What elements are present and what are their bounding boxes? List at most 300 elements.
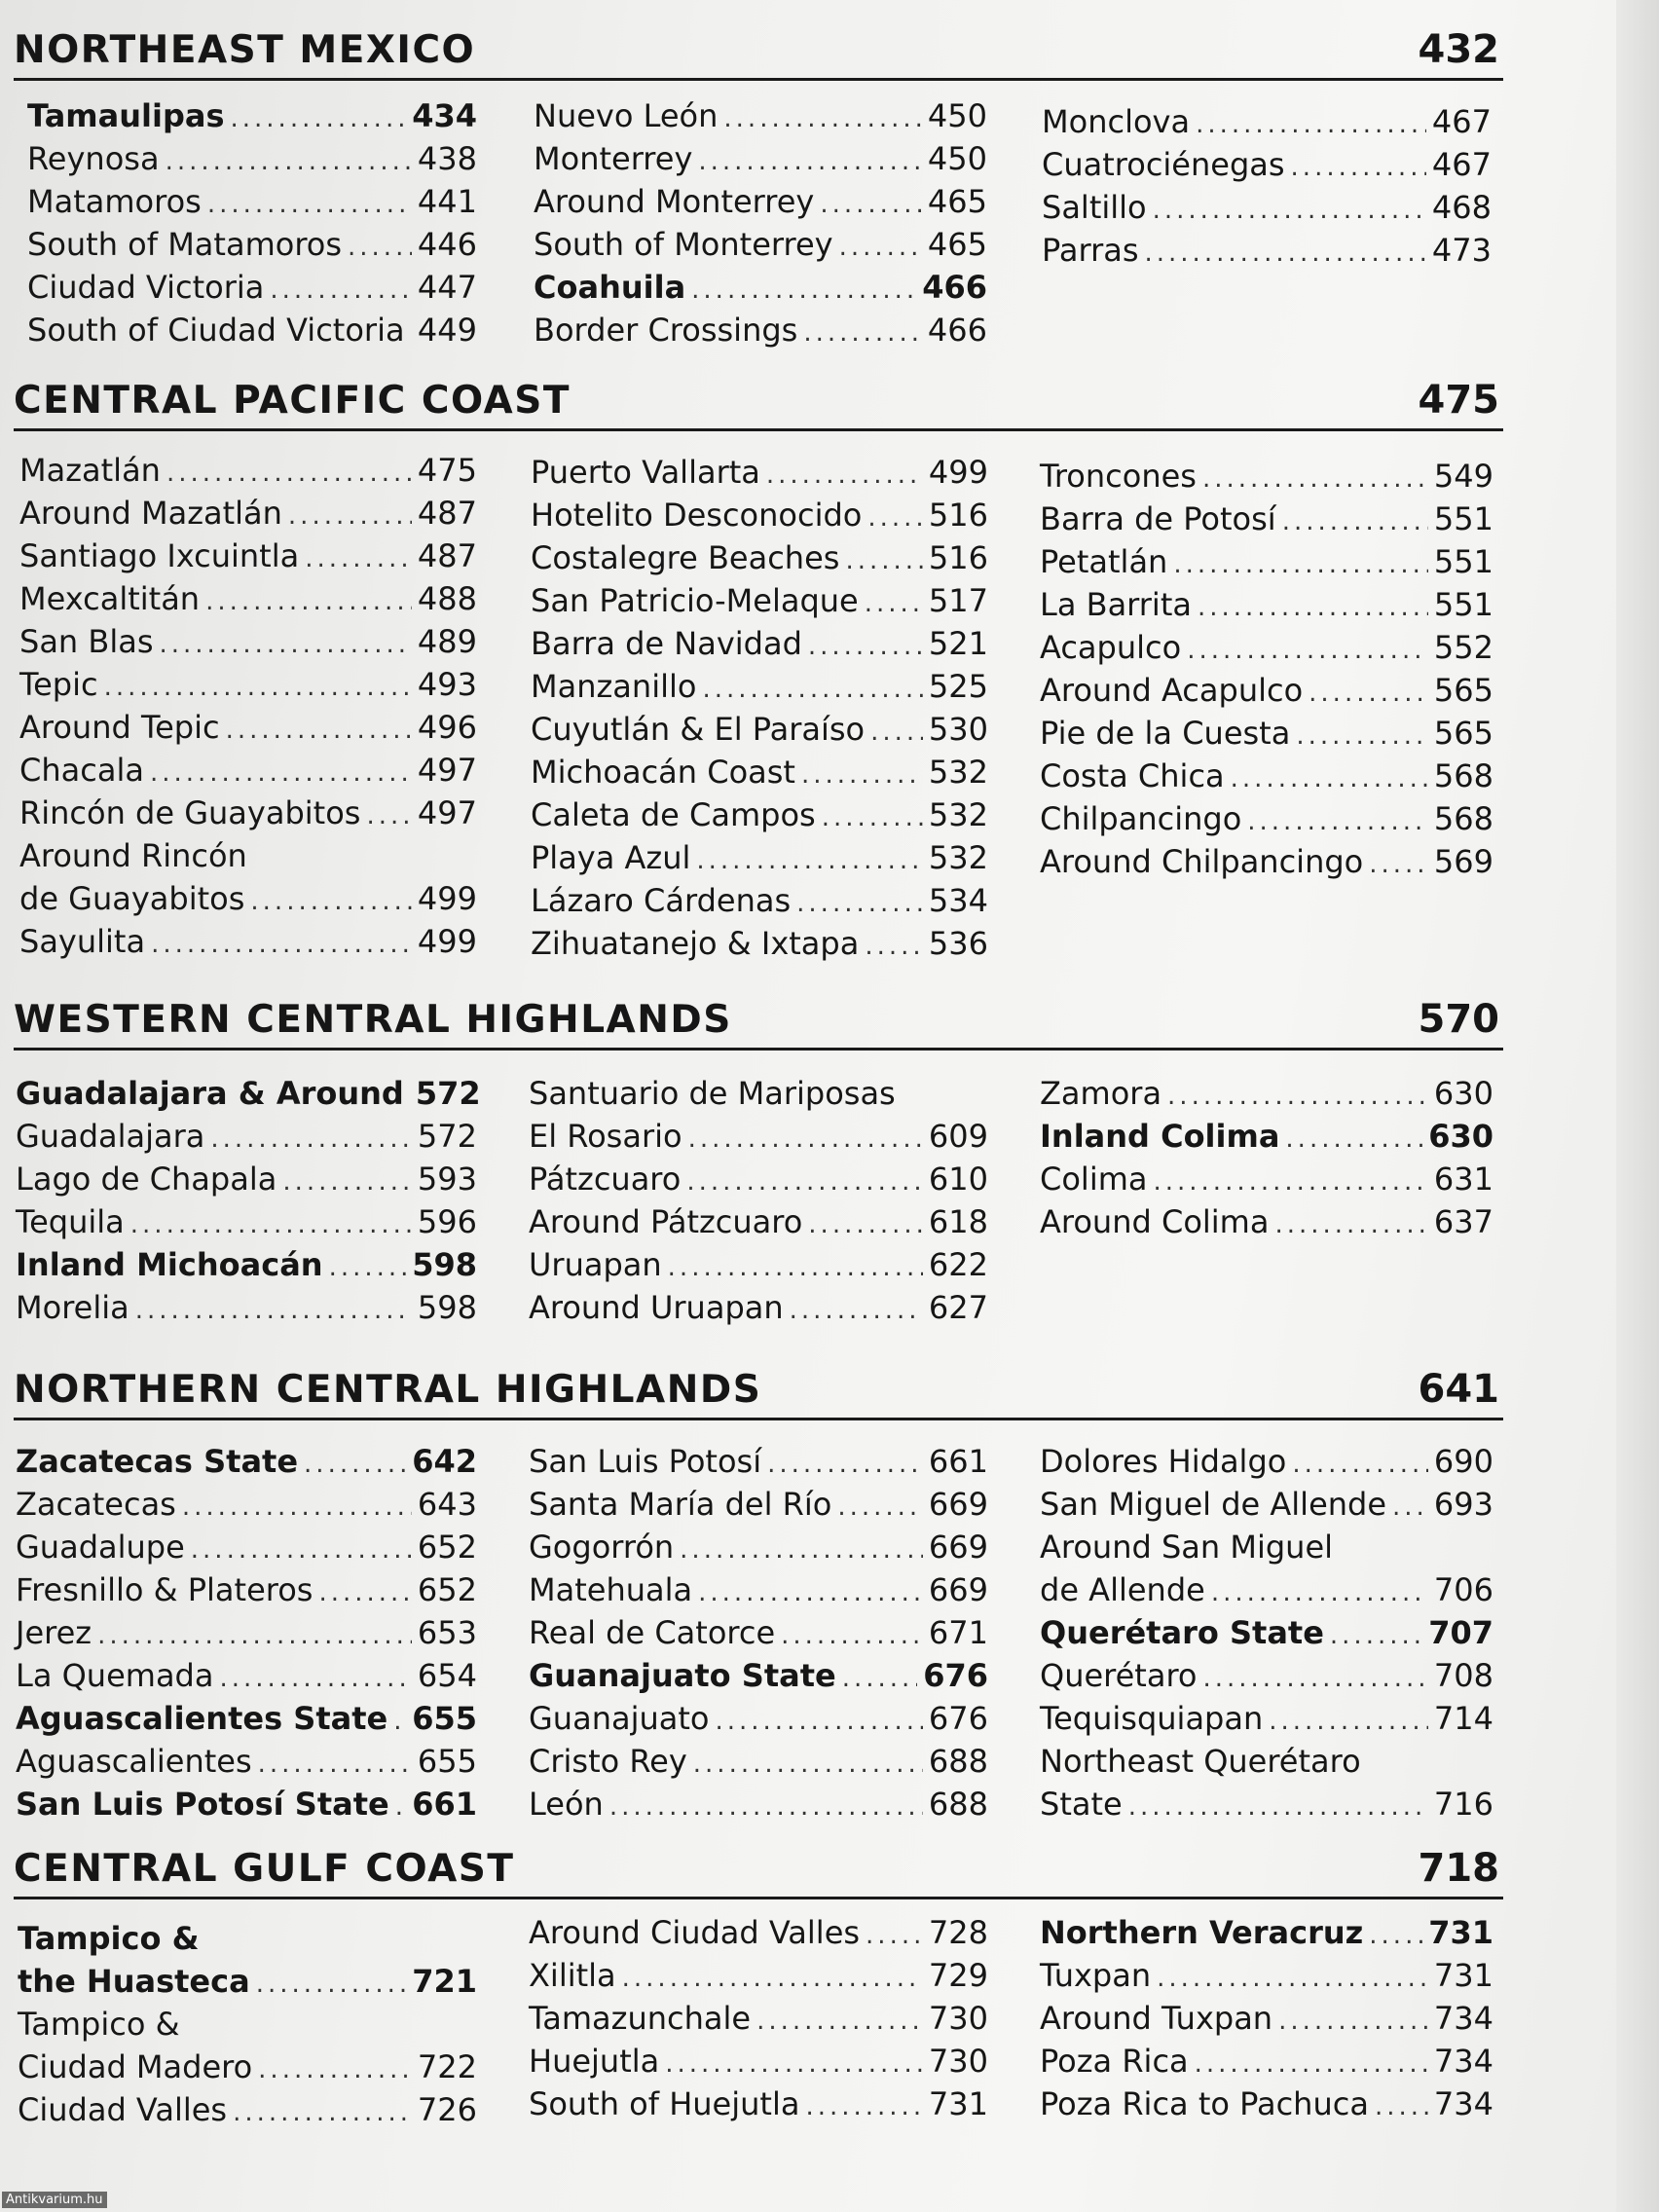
toc-entry [16, 1203, 477, 1246]
toc-subheading [18, 1920, 477, 1963]
entry-page-number: 565 [1433, 715, 1493, 752]
entry-name: Colima [1040, 1161, 1148, 1198]
entry-name: Around Colima [1040, 1203, 1270, 1240]
dot-leader [305, 544, 412, 573]
dot-leader [723, 104, 922, 133]
toc-entry [529, 1075, 988, 1118]
entry-page-number: 466 [922, 269, 987, 306]
dot-leader [318, 1578, 411, 1607]
entry-page-number: 475 [417, 452, 477, 489]
entry-name: Around Acapulco [1040, 672, 1304, 709]
entry-name: Aguascalientes State [16, 1700, 388, 1737]
entry-name: Monterrey [534, 140, 693, 177]
entry-name: South of Huejutla [529, 2085, 800, 2122]
column [18, 1920, 477, 2134]
toc-entry [19, 623, 477, 666]
entry-page-number: 497 [417, 752, 477, 789]
entry-page-number: 446 [417, 226, 477, 263]
dot-leader [1291, 153, 1426, 182]
entry-name: Around Ciudad Valles [529, 1914, 861, 1951]
entry-page-number: 532 [928, 839, 988, 876]
entry-name: Zacatecas [16, 1486, 176, 1523]
entry-name: Petatlán [1040, 543, 1168, 580]
entry-name: South of Ciudad Victoria [27, 312, 405, 349]
toc-entry [1042, 189, 1492, 232]
section-title: WESTERN CENTRAL HIGHLANDS [14, 998, 732, 1042]
toc-entry [1040, 458, 1493, 500]
dot-leader [1296, 721, 1428, 751]
entry-name: Santa María del Río [529, 1486, 832, 1523]
entry-name: Matehuala [529, 1571, 693, 1608]
entry-page-number: 593 [417, 1161, 477, 1198]
entry-page-number: 610 [928, 1161, 988, 1198]
entry-page-number: 631 [1433, 1161, 1493, 1198]
dot-leader [1285, 1124, 1422, 1154]
dot-leader [1202, 464, 1428, 494]
entry-name: the Huasteca [18, 1963, 250, 2000]
entry-name: Querétaro State [1040, 1614, 1324, 1651]
entry-page-number: 630 [1433, 1075, 1493, 1112]
dot-leader [781, 1621, 923, 1650]
entry-name: Tuxpan [1040, 1957, 1152, 1994]
section-page-number: 570 [1418, 997, 1499, 1042]
dot-leader [1211, 1578, 1428, 1607]
toc-entry [16, 1118, 477, 1161]
dot-leader [411, 318, 412, 348]
entry-page-number: 627 [928, 1289, 988, 1326]
entry-name: Caleta de Campos [531, 796, 816, 833]
toc-entry [1040, 1657, 1493, 1700]
entry-page-number: 669 [928, 1571, 988, 1608]
entry-page-number: 734 [1433, 2085, 1493, 2122]
toc-entry [534, 312, 987, 354]
toc-entry [27, 269, 477, 312]
column [16, 1075, 481, 1332]
entry-name: Around Tepic [19, 709, 220, 746]
toc-entry [531, 754, 988, 796]
dot-leader [622, 1964, 923, 1993]
entry-page-number: 618 [928, 1203, 988, 1240]
section-title: CENTRAL GULF COAST [14, 1847, 515, 1891]
dot-leader [837, 1493, 923, 1522]
entry-name: Uruapan [529, 1246, 662, 1283]
entry-name: de Guayabitos [19, 880, 245, 917]
dot-leader [680, 1535, 923, 1565]
toc-entry [27, 183, 477, 226]
toc-entry [529, 1700, 988, 1743]
dot-leader [756, 2007, 923, 2036]
toc-entry [16, 1486, 477, 1529]
entry-page-number: 572 [415, 1075, 481, 1112]
dot-leader [1202, 1664, 1427, 1693]
entry-page-number: 655 [412, 1700, 477, 1737]
entry-name: Mazatlán [19, 452, 161, 489]
dot-leader [130, 1210, 412, 1239]
entry-name: Around San Miguel [1040, 1529, 1334, 1566]
toc-entry [531, 839, 988, 882]
entry-name: Inland Michoacán [16, 1246, 323, 1283]
entry-name: Guadalajara & Around [16, 1075, 404, 1112]
entry-page-number: 532 [928, 796, 988, 833]
dot-leader [698, 1578, 923, 1607]
dot-leader [845, 546, 922, 575]
entry-name: Pátzcuaro [529, 1161, 682, 1198]
entry-page-number: 449 [417, 312, 477, 349]
entry-name: Ciudad Victoria [27, 269, 265, 306]
entry-name: Nuevo León [534, 97, 719, 134]
entry-page-number: 450 [927, 140, 987, 177]
column [531, 454, 988, 968]
entry-page-number: 688 [928, 1743, 988, 1780]
entry-name: Morelia [16, 1289, 129, 1326]
dot-leader [151, 930, 412, 959]
toc-entry [19, 495, 477, 537]
toc-entry [1040, 1161, 1493, 1203]
entry-page-number: 473 [1431, 232, 1492, 269]
entry-page-number: 530 [928, 711, 988, 748]
toc-entry [27, 312, 477, 354]
toc-entry [531, 625, 988, 668]
dot-leader [304, 1450, 406, 1479]
entry-page-number: 722 [417, 2048, 477, 2085]
entry-page-number: 517 [928, 582, 988, 619]
toc-entry [534, 97, 987, 140]
toc-entry [1040, 1203, 1493, 1246]
entry-name: Tampico & [18, 1920, 200, 1957]
dot-leader [256, 1970, 407, 1999]
section-header-northern-central-highlands [14, 1367, 1503, 1420]
entry-name: Ciudad Madero [18, 2048, 253, 2085]
column [19, 452, 477, 966]
toc-entry [18, 2091, 477, 2134]
entry-name: Lázaro Cárdenas [531, 882, 792, 919]
entry-name: Mexcaltitán [19, 580, 201, 617]
entry-page-number: 468 [1431, 189, 1492, 226]
toc-subheading [16, 1700, 477, 1743]
entry-name: Around Chilpancingo [1040, 843, 1364, 880]
toc-entry [16, 1743, 477, 1786]
dot-leader [842, 1664, 917, 1693]
entry-page-number: 516 [928, 539, 988, 576]
toc-subheading [16, 1786, 477, 1828]
toc-entry [16, 1657, 477, 1700]
toc-entry [531, 711, 988, 754]
entry-name: Chacala [19, 752, 144, 789]
column [1040, 1075, 1493, 1246]
dot-leader [801, 760, 923, 790]
dot-leader [698, 147, 922, 176]
dot-leader [1145, 239, 1426, 268]
entry-page-number: 521 [928, 625, 988, 662]
entry-name: Reynosa [27, 140, 160, 177]
dot-leader [1247, 807, 1428, 836]
toc-entry [534, 140, 987, 183]
entry-page-number: 669 [928, 1529, 988, 1566]
toc-entry [27, 140, 477, 183]
dot-leader [97, 1621, 412, 1650]
toc-entry [16, 1161, 477, 1203]
toc-subheading [27, 97, 477, 140]
entry-name: Rincón de Guayabitos [19, 794, 361, 831]
entry-name: San Luis Potosí [529, 1443, 762, 1480]
entry-name: Border Crossings [534, 312, 798, 349]
column [1040, 1443, 1493, 1828]
watermark: Antikvarium.hu [2, 2192, 107, 2208]
toc-entry [19, 880, 477, 923]
entry-page-number: 734 [1433, 2043, 1493, 2080]
dot-leader [808, 632, 923, 661]
entry-name: de Allende [1040, 1571, 1205, 1608]
dot-leader [693, 1750, 923, 1779]
entry-page-number: 565 [1433, 672, 1493, 709]
toc-entry [529, 1203, 988, 1246]
entry-page-number: 551 [1433, 500, 1493, 537]
entry-name: Around Tuxpan [1040, 2000, 1273, 2037]
section-page-number: 475 [1418, 378, 1499, 423]
dot-leader [348, 233, 412, 262]
toc-entry [529, 1957, 988, 2000]
entry-page-number: 731 [928, 2085, 988, 2122]
dot-leader [822, 803, 923, 832]
entry-page-number: 714 [1433, 1700, 1493, 1737]
entry-name: San Luis Potosí State [16, 1786, 389, 1823]
entry-page-number: 532 [928, 754, 988, 791]
entry-name: La Barrita [1040, 586, 1192, 623]
toc-entry [19, 923, 477, 966]
entry-page-number: 493 [417, 666, 477, 703]
toc-entry [529, 1529, 988, 1571]
toc-entry [19, 709, 477, 752]
toc-subheading [18, 1963, 477, 2006]
toc-entry [1040, 1075, 1493, 1118]
entry-page-number: 671 [928, 1614, 988, 1651]
toc-subheading [534, 269, 987, 312]
toc-entry [16, 1614, 477, 1657]
entry-page-number: 552 [1433, 629, 1493, 666]
entry-name: Tequila [16, 1203, 125, 1240]
entry-name: Guadalajara [16, 1118, 205, 1155]
entry-page-number: 690 [1433, 1443, 1493, 1480]
dot-leader [688, 1124, 923, 1154]
dot-leader [686, 1167, 923, 1197]
dot-leader [1330, 1621, 1422, 1650]
toc-entry [529, 1571, 988, 1614]
dot-leader [866, 1921, 923, 1950]
dot-leader [702, 675, 922, 704]
dot-leader [1292, 1450, 1428, 1479]
toc-entry [531, 668, 988, 711]
dot-leader [715, 1707, 922, 1736]
toc-entry [1040, 1529, 1493, 1571]
toc-entry [529, 1914, 988, 1957]
entry-name: Northern Veracruz [1040, 1914, 1364, 1951]
entry-page-number: 669 [928, 1486, 988, 1523]
entry-name: Ciudad Valles [18, 2091, 228, 2128]
entry-page-number: 731 [1428, 1914, 1493, 1951]
entry-page-number: 661 [928, 1443, 988, 1480]
dot-leader [790, 1296, 923, 1325]
toc-entry [19, 580, 477, 623]
entry-name: Around Monterrey [534, 183, 815, 220]
toc-subheading [1040, 1118, 1493, 1161]
entry-name: Cuatrociénegas [1042, 146, 1285, 183]
entry-page-number: 487 [417, 495, 477, 532]
dot-leader [766, 461, 923, 490]
toc-subheading [16, 1246, 477, 1289]
toc-entry [1040, 715, 1493, 757]
dot-leader [865, 589, 923, 618]
entry-page-number: 499 [417, 923, 477, 960]
entry-page-number: 525 [928, 668, 988, 705]
entry-name: La Quemada [16, 1657, 214, 1694]
section-header-central-pacific-coast [14, 378, 1503, 431]
section-header-western-central-highlands [14, 997, 1503, 1051]
dot-leader [166, 147, 412, 176]
entry-page-number: 489 [417, 623, 477, 660]
entry-page-number: 496 [417, 709, 477, 746]
entry-page-number: 706 [1433, 1571, 1493, 1608]
entry-name: Barra de Navidad [531, 625, 802, 662]
entry-page-number: 450 [927, 97, 987, 134]
entry-page-number: 568 [1433, 757, 1493, 794]
entry-page-number: 731 [1433, 1957, 1493, 1994]
entry-page-number: 499 [928, 454, 988, 491]
toc-entry [529, 1786, 988, 1828]
toc-entry [531, 582, 988, 625]
entry-name: León [529, 1786, 604, 1823]
entry-name: Matamoros [27, 183, 202, 220]
dot-leader [150, 758, 412, 788]
entry-name: Real de Catorce [529, 1614, 776, 1651]
dot-leader [1153, 196, 1426, 225]
dot-leader [691, 276, 916, 305]
section-header-central-gulf-coast [14, 1846, 1503, 1899]
entry-name: Saltillo [1042, 189, 1147, 226]
dot-leader [250, 887, 412, 916]
entry-page-number: 499 [417, 880, 477, 917]
dot-leader [210, 1124, 412, 1154]
dot-leader [288, 501, 412, 531]
dot-leader [1198, 593, 1428, 622]
dot-leader [1157, 1964, 1428, 1993]
toc-entry [1040, 586, 1493, 629]
toc-entry [1040, 1700, 1493, 1743]
entry-page-number: 630 [1428, 1118, 1493, 1155]
entry-name: State [1040, 1786, 1123, 1823]
entry-page-number: 730 [928, 2000, 988, 2037]
section-page-number: 641 [1418, 1367, 1499, 1412]
toc-entry [529, 1614, 988, 1657]
section-title: NORTHERN CENTRAL HIGHLANDS [14, 1368, 762, 1412]
entry-name: Tamaulipas [27, 97, 225, 134]
toc-entry [1040, 629, 1493, 672]
entry-page-number: 688 [928, 1786, 988, 1823]
toc-entry [529, 1289, 988, 1332]
dot-leader [1369, 850, 1428, 879]
entry-name: Parras [1042, 232, 1139, 269]
entry-name: Costalegre Beaches [531, 539, 840, 576]
entry-page-number: 534 [928, 882, 988, 919]
dot-leader [839, 233, 922, 262]
dot-leader [1392, 1493, 1428, 1522]
toc-entry [1040, 757, 1493, 800]
entry-page-number: 497 [417, 794, 477, 831]
entry-page-number: 708 [1433, 1657, 1493, 1694]
entry-name: Fresnillo & Plateros [16, 1571, 313, 1608]
entry-page-number: 598 [412, 1246, 477, 1283]
dot-leader [1309, 679, 1428, 708]
entry-page-number: 516 [928, 497, 988, 534]
toc-entry [1040, 1443, 1493, 1486]
toc-entry [531, 539, 988, 582]
dot-leader [1167, 1082, 1428, 1111]
entry-page-number: 465 [927, 183, 987, 220]
dot-leader [696, 846, 923, 875]
toc-entry [1042, 146, 1492, 189]
entry-page-number: 598 [417, 1289, 477, 1326]
entry-name: Manzanillo [531, 668, 697, 705]
entry-page-number: 652 [417, 1571, 477, 1608]
entry-page-number: 551 [1433, 586, 1493, 623]
dot-leader [166, 459, 412, 488]
entry-name: Pie de la Cuesta [1040, 715, 1291, 752]
entry-name: Coahuila [534, 269, 686, 306]
toc-entry [529, 2000, 988, 2043]
dot-leader [1369, 1921, 1422, 1950]
dot-leader [805, 2092, 922, 2121]
toc-entry [1040, 2000, 1493, 2043]
entry-name: Tequisquiapan [1040, 1700, 1264, 1737]
toc-entry [1040, 543, 1493, 586]
toc-entry [27, 226, 477, 269]
entry-page-number: 488 [417, 580, 477, 617]
column [27, 97, 477, 354]
toc-entry [529, 1161, 988, 1203]
section-page-number: 432 [1418, 27, 1499, 72]
entry-name: Gogorrón [529, 1529, 675, 1566]
section-page-number: 718 [1418, 1846, 1499, 1891]
entry-page-number: 643 [417, 1486, 477, 1523]
toc-subheading [16, 1443, 477, 1486]
toc-entry [1040, 1743, 1493, 1786]
entry-page-number: 661 [412, 1786, 477, 1823]
entry-name: Jerez [16, 1614, 92, 1651]
entry-page-number: 572 [417, 1118, 477, 1155]
column [1040, 458, 1493, 886]
entry-name: Around Mazatlán [19, 495, 282, 532]
toc-entry [531, 882, 988, 925]
entry-page-number: 642 [412, 1443, 477, 1480]
entry-page-number: 730 [928, 2043, 988, 2080]
entry-name: Lago de Chapala [16, 1161, 277, 1198]
entry-name: Michoacán Coast [531, 754, 795, 791]
section-title: NORTHEAST MEXICO [14, 28, 476, 72]
entry-page-number: 609 [928, 1118, 988, 1155]
entry-page-number: 622 [928, 1246, 988, 1283]
dot-leader [1196, 110, 1426, 139]
toc-entry [1040, 1486, 1493, 1529]
toc-entry [19, 752, 477, 794]
entry-name: Aguascalientes [16, 1743, 252, 1780]
toc-entry [531, 925, 988, 968]
toc-subheading [16, 1075, 481, 1118]
toc-entry [529, 1443, 988, 1486]
entry-page-number: 447 [417, 269, 477, 306]
entry-page-number: 487 [417, 537, 477, 574]
entry-name: Tampico & [18, 2006, 180, 2043]
toc-entry [529, 1743, 988, 1786]
column [534, 97, 987, 354]
